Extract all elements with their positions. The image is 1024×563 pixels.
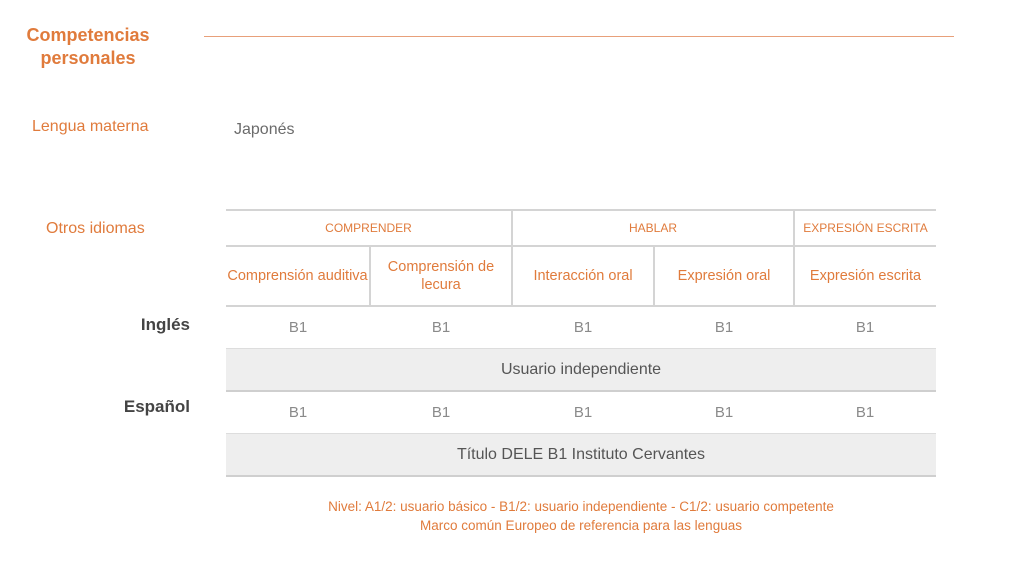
group-header-expresion-escrita: EXPRESIÓN ESCRITA [794, 210, 936, 246]
level-cell: B1 [573, 319, 593, 336]
level-cell: B1 [855, 404, 875, 421]
table-row [226, 349, 936, 392]
sub-header-comprension-lectura: Comprensión de lecura [370, 246, 512, 306]
language-description: Título DELE B1 Instituto Cervantes [226, 434, 936, 477]
level-cell: B1 [714, 404, 734, 421]
level-cell: B1 [714, 319, 734, 336]
language-skills-table [226, 209, 936, 477]
language-description: Usuario independiente [226, 349, 936, 392]
section-title: Competencias personales [26, 25, 150, 68]
level-cell: B1 [288, 404, 308, 421]
sub-header-interaccion-oral: Interacción oral [512, 246, 654, 306]
language-name-ingles: Inglés [140, 315, 190, 334]
language-name-espanol: Español [123, 397, 190, 416]
level-cell: B1 [288, 319, 308, 336]
level-cell: B1 [431, 319, 451, 336]
sub-header-comprension-auditiva: Comprensión auditiva [226, 246, 370, 306]
other-languages-label: Otros idiomas [46, 220, 145, 237]
mother-tongue-value: Japonés [234, 121, 295, 138]
level-cell: B1 [573, 404, 593, 421]
sub-header-expresion-escrita: Expresión escrita [794, 246, 936, 306]
mother-tongue-label: Lengua materna [32, 118, 149, 135]
footnote-levels: Nivel: A1/2: usuario básico - B1/2: usuario independiente - C1/2: usuario competente [328, 499, 834, 514]
footnote [226, 497, 936, 535]
sub-header-expresion-oral: Expresión oral [654, 246, 794, 306]
table-row [226, 434, 936, 477]
group-header-hablar: HABLAR [512, 210, 794, 246]
level-cell: B1 [855, 319, 875, 336]
footnote-framework: Marco común Europeo de referencia para las lenguas [420, 518, 742, 533]
table-row [226, 391, 936, 434]
table-row [226, 306, 936, 349]
level-cell: B1 [431, 404, 451, 421]
title-divider [204, 36, 954, 37]
group-header-comprender: COMPRENDER [226, 210, 512, 246]
